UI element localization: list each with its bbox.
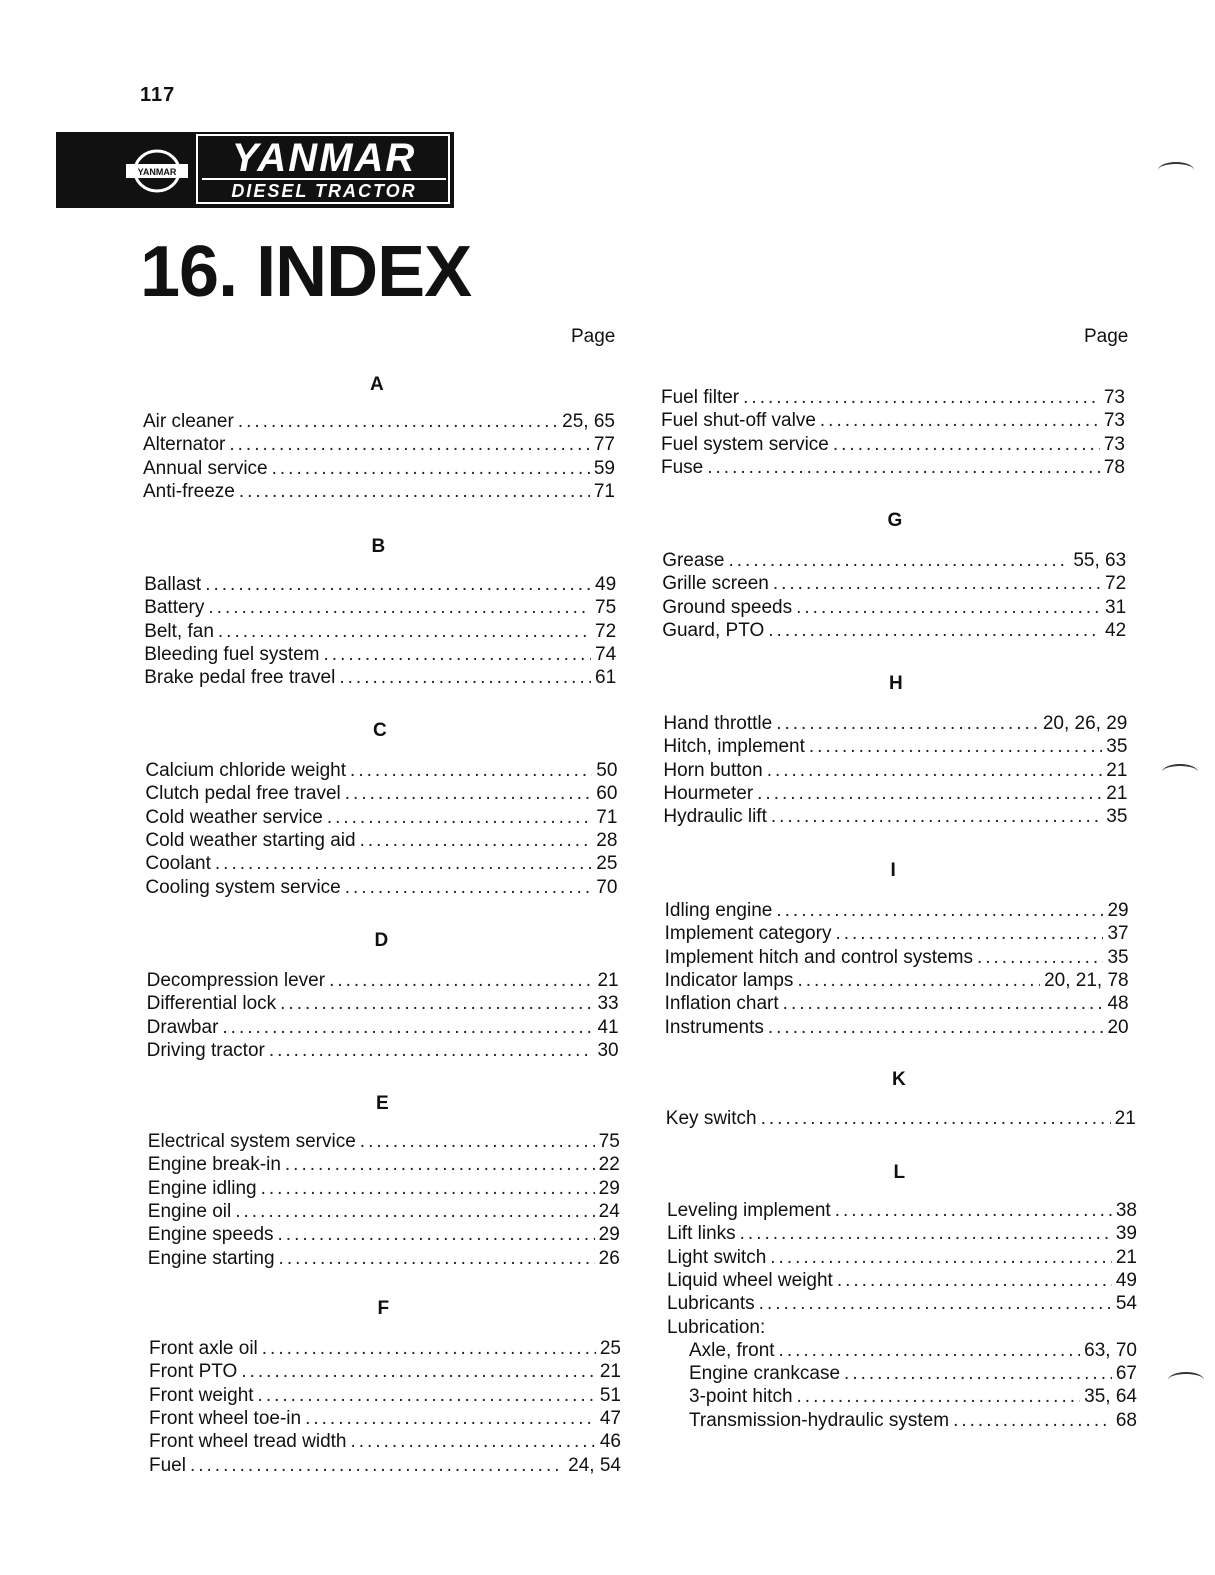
entry-pages: 35 — [1106, 736, 1128, 758]
entry-pages: 68 — [1115, 1409, 1137, 1431]
dot-leader — [768, 619, 1101, 642]
index-entry — [665, 969, 1129, 992]
index-entry — [149, 1454, 621, 1477]
dot-leader — [844, 1362, 1112, 1385]
index-entry — [148, 1153, 620, 1176]
index-entry — [665, 899, 1129, 922]
entry-pages: 28 — [596, 829, 618, 851]
entry-text: 3-point hitch — [689, 1386, 793, 1408]
entry-text: Decompression lever — [146, 970, 326, 991]
index-entry — [149, 1430, 621, 1453]
dot-leader — [809, 735, 1102, 758]
index-entry — [665, 992, 1129, 1015]
section-letter: C — [373, 720, 387, 741]
entry-text: Light switch — [667, 1246, 767, 1268]
index-entry — [663, 712, 1127, 735]
dot-leader — [743, 386, 1100, 409]
dot-leader — [238, 410, 558, 433]
entry-text: Brake pedal free travel — [144, 667, 336, 689]
dot-leader — [707, 456, 1100, 479]
entry-pages: 73 — [1103, 410, 1125, 432]
index-entry — [145, 829, 617, 852]
index-entry — [143, 433, 615, 456]
index-entry — [143, 457, 615, 480]
entry-text: Annual service — [143, 457, 268, 479]
scan-mark — [1158, 162, 1194, 178]
entry-text: Coolant — [145, 853, 211, 875]
entry-pages: 67 — [1115, 1363, 1137, 1385]
entry-text: Fuel — [149, 1454, 186, 1476]
dot-leader — [833, 433, 1100, 456]
index-entry — [148, 1130, 620, 1153]
entry-text: Inflation chart — [664, 993, 779, 1015]
section-letter: D — [374, 930, 389, 951]
entry-pages: 37 — [1107, 923, 1129, 945]
entry-pages: 20, 21, 78 — [1044, 969, 1129, 991]
entry-text: Drawbar — [146, 1016, 219, 1038]
dot-leader — [329, 969, 593, 992]
dot-leader — [977, 946, 1104, 969]
dot-leader — [239, 480, 590, 503]
entry-text: Clutch pedal free travel — [145, 783, 341, 805]
index-entry — [663, 759, 1127, 782]
entry-pages: 41 — [597, 1016, 619, 1038]
dot-leader — [776, 712, 1039, 735]
index-entry — [144, 573, 616, 596]
dot-leader — [235, 1200, 594, 1223]
entry-text: Lubricants — [667, 1293, 755, 1315]
entry-text: Front wheel toe-in — [149, 1407, 302, 1429]
index-entry — [145, 759, 617, 782]
entry-text: Engine crankcase — [689, 1363, 841, 1385]
entry-text: Horn button — [663, 759, 763, 781]
dot-leader — [796, 596, 1101, 619]
dot-leader — [190, 1454, 564, 1477]
index-entry — [147, 1039, 619, 1062]
entry-pages: 61 — [595, 667, 617, 689]
entry-text: Front axle oil — [149, 1338, 258, 1359]
entry-text: Grille screen — [662, 573, 769, 595]
entry-pages: 29 — [1107, 900, 1129, 921]
entry-pages: 72 — [1105, 573, 1127, 595]
index-entry — [663, 805, 1127, 828]
logo-brand: YANMAR — [231, 136, 417, 180]
index-entry — [143, 410, 615, 433]
dot-leader — [761, 1107, 1111, 1130]
index-entry — [661, 456, 1125, 479]
index-entry — [663, 735, 1127, 758]
entry-pages: 29 — [598, 1224, 620, 1246]
dot-leader — [797, 1385, 1081, 1408]
dot-leader — [771, 805, 1102, 828]
entry-pages: 55, 63 — [1073, 550, 1127, 571]
entry-pages: 46 — [599, 1431, 621, 1453]
entry-pages: 73 — [1103, 387, 1125, 408]
index-entry — [689, 1339, 1137, 1362]
logo-subtitle: DIESEL TRACTOR — [202, 178, 446, 202]
dot-leader — [241, 1360, 596, 1383]
index-entry — [149, 1407, 621, 1430]
entry-pages: 49 — [1115, 1269, 1137, 1291]
index-entry — [148, 1200, 620, 1223]
entry-text: Hand throttle — [663, 713, 773, 734]
entry-text: Implement category — [664, 923, 832, 945]
entry-pages: 21 — [597, 970, 619, 991]
entry-text: Front PTO — [149, 1361, 238, 1383]
index-entry — [147, 969, 619, 992]
dot-leader — [285, 1153, 595, 1176]
index-entry — [667, 1316, 1137, 1339]
entry-text: Transmission-hydraulic system — [689, 1409, 950, 1431]
entry-text: Cooling system service — [145, 876, 341, 898]
scan-mark — [1168, 1372, 1204, 1388]
dot-leader — [208, 596, 591, 619]
dot-leader — [215, 852, 592, 875]
section-letter: H — [889, 673, 903, 694]
dot-leader — [767, 759, 1103, 782]
entry-text: Liquid wheel weight — [667, 1269, 833, 1291]
entry-text: Axle, front — [689, 1339, 775, 1361]
entry-pages: 35 — [1107, 946, 1129, 968]
entry-pages: 42 — [1105, 619, 1127, 641]
entry-pages: 78 — [1103, 456, 1125, 478]
index-entry — [662, 549, 1126, 572]
index-entry — [149, 1337, 621, 1360]
entry-text: Engine oil — [147, 1200, 232, 1222]
dot-leader — [261, 1177, 595, 1200]
index-entry — [144, 620, 616, 643]
entry-pages: 21 — [1106, 759, 1128, 781]
entry-text: Key switch — [665, 1108, 757, 1129]
entry-text: Electrical system service — [147, 1131, 356, 1152]
entry-pages: 50 — [596, 760, 618, 781]
entry-pages: 21 — [1114, 1108, 1136, 1129]
entry-text: Implement hitch and control systems — [664, 946, 973, 968]
dot-leader — [351, 1430, 596, 1453]
index-entry — [148, 1177, 620, 1200]
dot-leader — [272, 457, 590, 480]
dot-leader — [740, 1222, 1112, 1245]
dot-leader — [779, 1339, 1081, 1362]
entry-pages: 59 — [593, 457, 615, 479]
entry-pages: 21 — [1115, 1246, 1137, 1268]
entry-text: Differential lock — [146, 993, 277, 1015]
dot-leader — [770, 1246, 1112, 1269]
left-page-label: Page — [571, 326, 616, 347]
dot-leader — [345, 876, 593, 899]
entry-pages: 54 — [1115, 1293, 1137, 1315]
entry-text: Bleeding fuel system — [144, 643, 320, 665]
dot-leader — [218, 620, 591, 643]
index-entry — [149, 1360, 621, 1383]
index-entry — [663, 782, 1127, 805]
entry-text: Alternator — [143, 434, 226, 456]
entry-text: Hydraulic lift — [663, 806, 767, 828]
dot-leader — [797, 969, 1040, 992]
index-entry — [143, 480, 615, 503]
entry-text: Guard, PTO — [662, 619, 765, 641]
entry-pages: 49 — [595, 574, 617, 595]
index-entry — [145, 876, 617, 899]
entry-pages: 20, 26, 29 — [1042, 713, 1128, 734]
entry-text: Lubrication: — [667, 1316, 766, 1338]
dot-leader — [776, 899, 1103, 922]
entry-pages: 60 — [596, 783, 618, 805]
dot-leader — [783, 992, 1104, 1015]
index-entry — [689, 1409, 1137, 1432]
entry-text: Calcium chloride weight — [145, 760, 347, 781]
page-number: 117 — [140, 84, 176, 106]
entry-pages: 21 — [599, 1361, 621, 1383]
index-entry — [662, 596, 1126, 619]
entry-pages: 71 — [593, 480, 615, 502]
entry-text: Leveling implement — [667, 1200, 831, 1221]
index-entry — [144, 643, 616, 666]
entry-text: Anti-freeze — [143, 480, 235, 502]
entry-text: Fuse — [661, 456, 704, 478]
index-entry — [661, 386, 1125, 409]
entry-pages: 33 — [597, 993, 619, 1015]
entry-text: Grease — [662, 550, 725, 571]
entry-text: Engine speeds — [147, 1224, 274, 1246]
yanmar-logo — [196, 134, 450, 204]
index-entry — [662, 619, 1126, 642]
entry-text: Fuel filter — [661, 387, 740, 408]
section-letter: B — [371, 536, 386, 557]
index-entry — [689, 1362, 1137, 1385]
index-entry — [666, 1107, 1136, 1130]
entry-text: Fuel shut-off valve — [661, 410, 816, 432]
index-entry — [667, 1292, 1137, 1315]
index-entry — [667, 1222, 1137, 1245]
entry-pages: 71 — [596, 806, 618, 828]
entry-text: Engine break-in — [147, 1154, 281, 1176]
entry-text: Lift links — [667, 1223, 736, 1245]
dot-leader — [205, 573, 591, 596]
section-letter: L — [893, 1162, 906, 1183]
entry-pages: 63, 70 — [1084, 1339, 1137, 1361]
dot-leader — [324, 643, 592, 666]
dot-leader — [262, 1337, 596, 1360]
dot-leader — [278, 1223, 595, 1246]
entry-text: Front weight — [149, 1384, 254, 1406]
right-page-label: Page — [1084, 326, 1129, 347]
dot-leader — [759, 1292, 1112, 1315]
dot-leader — [835, 1199, 1112, 1222]
index-entry — [661, 409, 1125, 432]
entry-text: Hourmeter — [663, 782, 754, 804]
section-letter: A — [370, 374, 384, 395]
entry-text: Driving tractor — [146, 1039, 265, 1061]
entry-pages: 75 — [595, 597, 617, 619]
entry-text: Ground speeds — [662, 596, 793, 618]
entry-pages: 77 — [593, 434, 615, 456]
index-entry — [665, 922, 1129, 945]
dot-leader — [768, 1016, 1104, 1039]
index-entry — [667, 1199, 1137, 1222]
dot-leader — [345, 782, 592, 805]
index-entry — [147, 992, 619, 1015]
entry-pages: 30 — [597, 1039, 619, 1061]
dot-leader — [773, 572, 1101, 595]
section-letter: I — [890, 860, 896, 881]
index-entry — [665, 946, 1129, 969]
dot-leader — [229, 433, 589, 456]
index-entry — [665, 1016, 1129, 1039]
entry-pages: 51 — [599, 1384, 621, 1406]
index-entry — [149, 1384, 621, 1407]
dot-leader — [280, 992, 593, 1015]
section-letter: F — [377, 1298, 390, 1319]
index-entry — [147, 1016, 619, 1039]
dot-leader — [305, 1407, 596, 1430]
index-entry — [144, 596, 616, 619]
section-letter: G — [887, 510, 903, 531]
dot-leader — [269, 1039, 594, 1062]
index-entry — [145, 852, 617, 875]
entry-pages: 20 — [1107, 1016, 1129, 1038]
entry-pages: 31 — [1105, 596, 1127, 618]
dot-leader — [350, 759, 592, 782]
entry-text: Idling engine — [664, 900, 773, 921]
entry-text: Indicator lamps — [664, 969, 794, 991]
section-letter: E — [376, 1093, 389, 1114]
index-entry — [667, 1246, 1137, 1269]
dot-leader — [757, 782, 1102, 805]
dot-leader — [953, 1409, 1112, 1432]
index-entry — [148, 1247, 620, 1270]
entry-pages: 25 — [596, 853, 618, 875]
entry-pages: 21 — [1106, 782, 1128, 804]
entry-pages: 26 — [598, 1247, 620, 1269]
index-entry — [145, 782, 617, 805]
dot-leader — [279, 1247, 595, 1270]
index-entry — [144, 666, 616, 689]
entry-pages: 25, 65 — [562, 411, 615, 432]
dot-leader — [222, 1016, 593, 1039]
entry-pages: 35, 64 — [1084, 1386, 1137, 1408]
entry-pages: 29 — [598, 1177, 620, 1199]
entry-text: Hitch, implement — [663, 736, 805, 758]
entry-pages: 35 — [1106, 806, 1128, 828]
entry-text: Cold weather starting aid — [145, 829, 356, 851]
entry-pages: 47 — [599, 1407, 621, 1429]
index-entry — [661, 433, 1125, 456]
entry-text: Battery — [144, 597, 205, 619]
entry-pages: 22 — [598, 1154, 620, 1176]
svg-text:YANMAR: YANMAR — [137, 167, 177, 177]
dot-leader — [360, 829, 593, 852]
entry-pages: 38 — [1115, 1200, 1137, 1221]
dot-leader — [835, 922, 1103, 945]
dot-leader — [339, 666, 591, 689]
entry-pages: 72 — [595, 620, 617, 642]
entry-pages: 24 — [598, 1200, 620, 1222]
entry-text: Cold weather service — [145, 806, 323, 828]
index-entry — [662, 572, 1126, 595]
entry-pages: 70 — [596, 876, 618, 898]
dot-leader — [820, 409, 1100, 432]
entry-text: Belt, fan — [144, 620, 214, 642]
index-entry — [148, 1223, 620, 1246]
dot-leader — [327, 806, 592, 829]
entry-pages: 73 — [1103, 433, 1125, 455]
dot-leader — [837, 1269, 1112, 1292]
entry-text: Air cleaner — [143, 411, 234, 432]
dot-leader — [360, 1130, 595, 1153]
entry-pages: 74 — [595, 643, 617, 665]
entry-pages: 48 — [1107, 993, 1129, 1015]
dot-leader — [729, 549, 1070, 572]
entry-text: Front wheel tread width — [149, 1431, 347, 1453]
entry-pages: 25 — [599, 1338, 621, 1359]
yanmar-emblem-icon — [124, 147, 190, 195]
entry-text: Engine idling — [147, 1177, 257, 1199]
entry-pages: 39 — [1115, 1223, 1137, 1245]
index-entry — [145, 806, 617, 829]
entry-pages: 75 — [598, 1131, 620, 1152]
entry-text: Ballast — [144, 574, 202, 595]
page-title: 16. INDEX — [140, 232, 472, 312]
entry-text: Instruments — [664, 1016, 764, 1038]
entry-pages: 24, 54 — [568, 1454, 621, 1476]
entry-text: Fuel system service — [661, 433, 829, 455]
index-entry — [667, 1269, 1137, 1292]
section-letter: K — [892, 1069, 906, 1090]
entry-text: Engine starting — [147, 1247, 275, 1269]
scan-mark — [1162, 764, 1198, 780]
dot-leader — [258, 1384, 596, 1407]
index-entry — [689, 1385, 1137, 1408]
